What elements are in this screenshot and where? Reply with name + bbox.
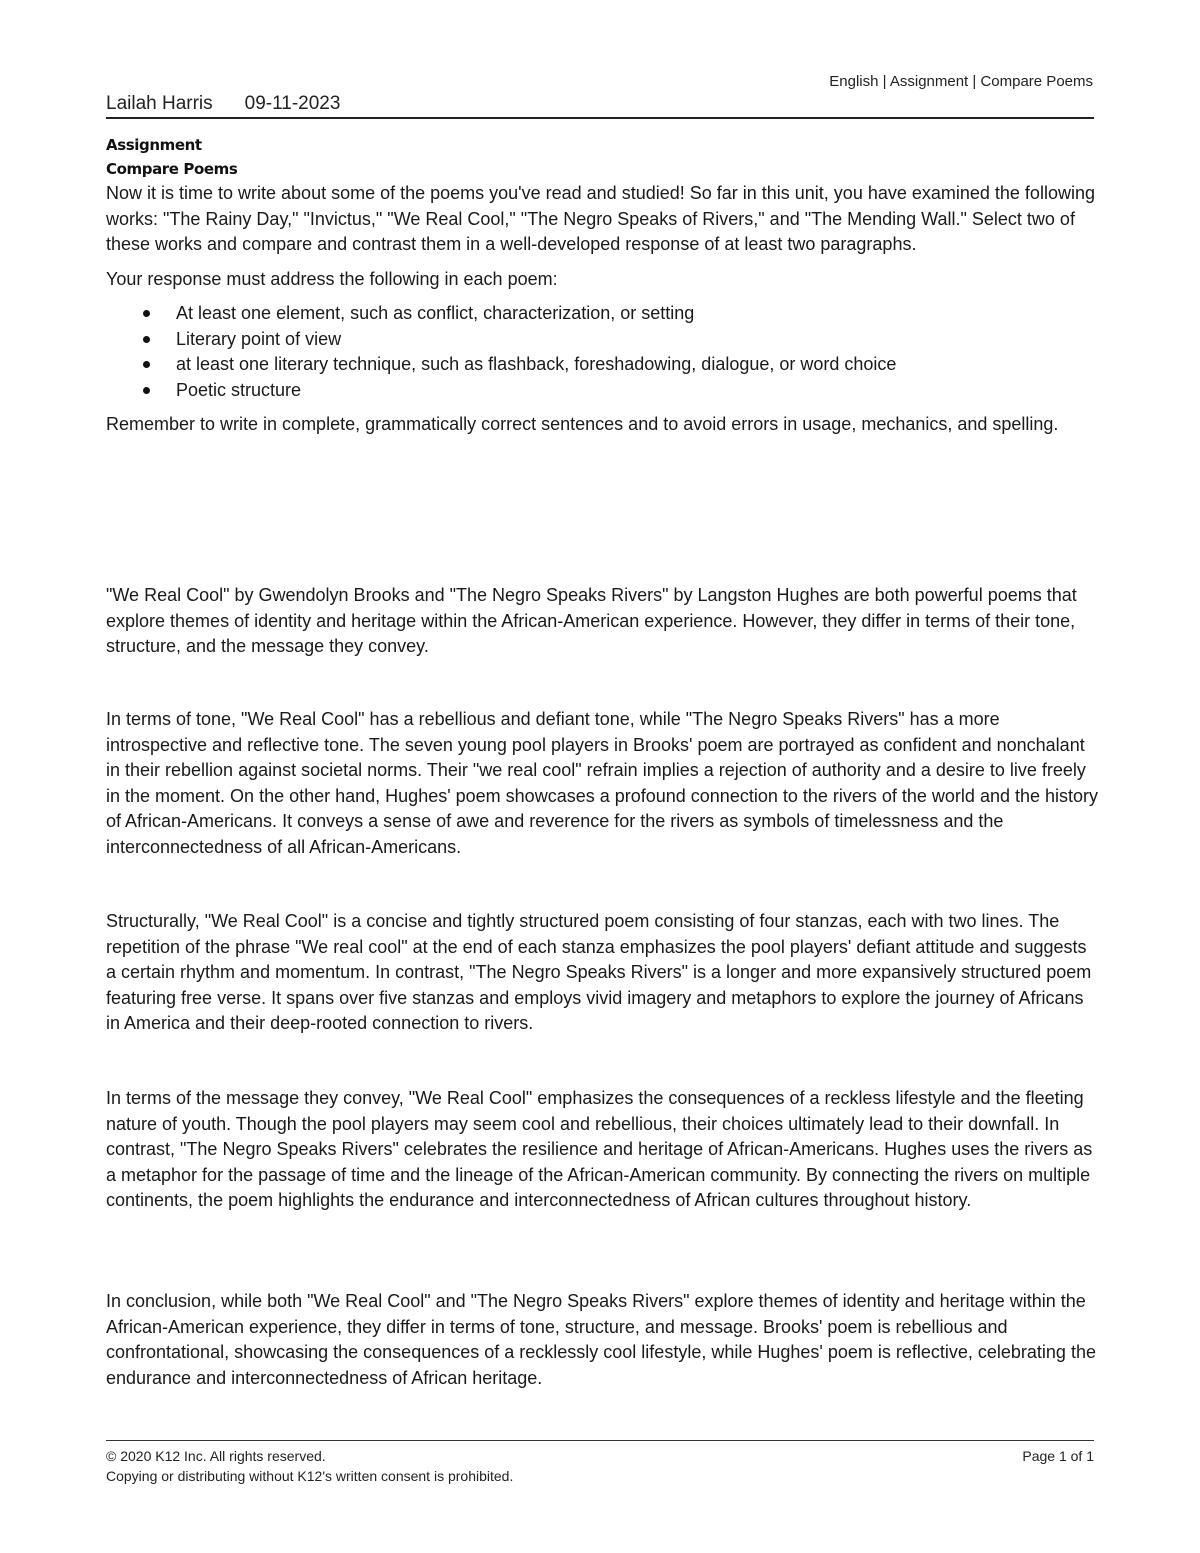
response-paragraph-3: Structurally, "We Real Cool" is a concise and tightly structured poem consisting of four stanzas, each with two lines. The repetition of the phrase "We real cool" at the end of each stanza emphasizes the pool players' defiant attitude and suggests a certain rhythm and momentum. In contrast, "The Negro Speaks Rivers" is a longer and more expansively structured poem featuring free verse. It spans over five stanzas and employs vivid imagery and metaphors to explore the journey of Africans in America and their deep-rooted connection to rivers. <box>106 911 1092 1033</box>
response-paragraph-5: In conclusion, while both "We Real Cool" and "The Negro Speaks Rivers" explore themes of identity and heritage within the African-American experience, they differ in terms of tone, structure, and message. Brooks' poem is rebellious and confrontational, showcasing the consequences of a recklessly cool lifestyle, while Hughes' poem is reflective, celebrating the endurance and interconnectedness of African heritage. <box>106 1291 1096 1388</box>
response-paragraph-4: In terms of the message they convey, "We Real Cool" emphasizes the consequences of a reckless lifestyle and the fleeting nature of youth. Though the pool players may seem cool and rebellious, their choices ultimately lead to their downfall. In contrast, "The Negro Speaks Rivers" celebrates the resilience and heritage of African-Americans. Hughes uses the rivers as a metaphor for the passage of time and the lineage of the African-American community. By connecting the rivers on multiple continents, the poem highlights the endurance and interconnectedness of African cultures throughout history. <box>106 1088 1093 1210</box>
assignment-intro: Now it is time to write about some of the poems you've read and studied! So far in this unit, you have examined the following works: "The Rainy Day," "Invictus," "We Real Cool," "The Negro Speaks of Rivers," and "The Mending Wall." Select two of these works and compare and contrast them in a well-developed response of at least two paragraphs. <box>106 183 1095 254</box>
student-name: Lailah Harris <box>106 93 213 114</box>
header-divider <box>106 117 1094 119</box>
assignment-date: 09-11-2023 <box>244 93 341 114</box>
footer-notice: Copying or distributing without K12's written consent is prohibited. <box>106 1468 514 1484</box>
assignment-label: Assignment <box>106 136 202 154</box>
list-item: at least one literary technique, such as flashback, foreshadowing, dialogue, or word choice <box>176 352 1096 378</box>
page-breadcrumb: English | Assignment | Compare Poems <box>829 73 1093 90</box>
footer-legal <box>106 1446 513 1486</box>
requirements-list <box>106 301 1096 403</box>
assignment-prompt <box>106 133 1096 438</box>
response-paragraph-1: "We Real Cool" by Gwendolyn Brooks and "The Negro Speaks Rivers" by Langston Hughes are both powerful poems that explore themes of identity and heritage within the African-American experience. However, they differ in terms of their tone, structure, and the message they convey. <box>106 585 1077 656</box>
assignment-title: Compare Poems <box>106 160 238 178</box>
assignment-reminder: Remember to write in complete, grammatically correct sentences and to avoid errors in usage, mechanics, and spelling. <box>106 414 1059 434</box>
response-paragraph-2: In terms of tone, "We Real Cool" has a rebellious and defiant tone, while "The Negro Speaks Rivers" has a more introspective and reflective tone. The seven young pool players in Brooks' poem are portrayed as confident and nonchalant in their rebellion against societal norms. Their "we real cool" refrain implies a rejection of authority and a desire to live freely in the moment. On the other hand, Hughes' poem showcases a profound connection to the rivers of the world and the history of African-Americans. It conveys a sense of awe and reverence for the rivers as symbols of timelessness and the interconnectedness of all African-Americans. <box>106 709 1099 857</box>
list-item: Literary point of view <box>176 327 1096 353</box>
list-item: At least one element, such as conflict, characterization, or setting <box>176 301 1096 327</box>
footer-page-number: Page 1 of 1 <box>1022 1448 1094 1464</box>
requirements-intro: Your response must address the following in each poem: <box>106 268 558 289</box>
footer-copyright: © 2020 K12 Inc. All rights reserved. <box>106 1448 326 1464</box>
footer-divider <box>106 1440 1094 1441</box>
student-line <box>106 93 340 115</box>
list-item: Poetic structure <box>176 378 1096 404</box>
